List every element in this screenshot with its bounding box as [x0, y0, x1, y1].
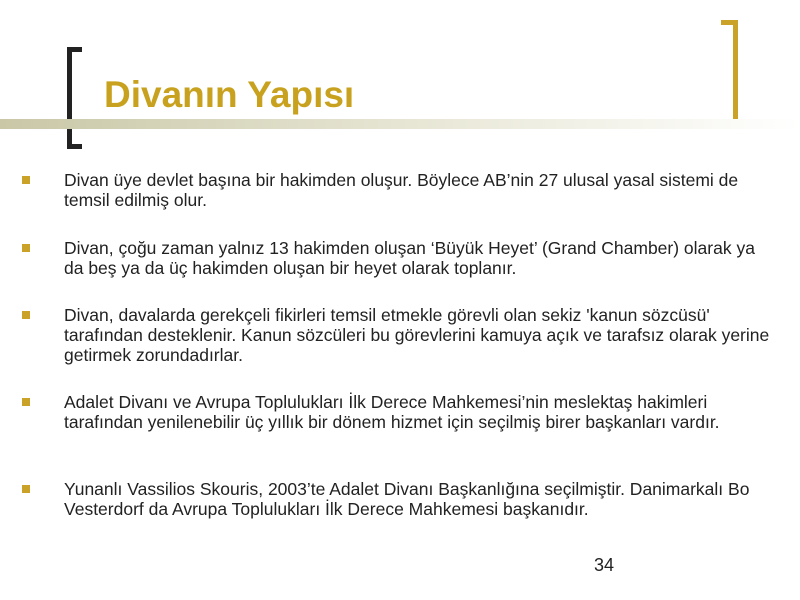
bullet-text: Yunanlı Vassilios Skouris, 2003’te Adalet Divanı Başkanlığına seçilmiştir. Danimarkalı Bo Vesterdorf da Avrupa Toplulukları İlk Derece Mahkemesi başkanıdır.: [64, 479, 750, 519]
bullet-text: Adalet Divanı ve Avrupa Toplulukları İlk Derece Mahkemesi’nin meslektaş hakimleri tarafından yenilenebilir üç yıllık bir dönem hizmet için seçilmiş birer başkanları vardır.: [64, 392, 720, 432]
bullet-text: Divan üye devlet başına bir hakimden oluşur. Böylece AB’nin 27 ulusal yasal sistemi de temsil edilmiş olur.: [64, 170, 739, 210]
square-bullet-icon: [22, 311, 30, 319]
bullet-item: [64, 392, 774, 432]
bullet-text: Divan, davalarda gerekçeli fikirleri temsil etmekle görevli olan sekiz 'kanun sözcüsü' tarafından desteklenir. Kanun sözcüleri bu görevlerini kamuya açık ve tarafsız olarak yerine getirmek zorundadırlar.: [64, 305, 770, 365]
page-number: 34: [594, 555, 615, 575]
bullet-item: [64, 305, 774, 365]
slide-title: Divanın Yapısı: [104, 74, 355, 115]
bullet-item: [64, 238, 774, 278]
square-bullet-icon: [22, 398, 30, 406]
bullet-item: [64, 170, 774, 210]
bullet-text: Divan, çoğu zaman yalnız 13 hakimden oluşan ‘Büyük Heyet’ (Grand Chamber) olarak ya da beş ya da üç hakimden oluşan bir heyet olarak toplanır.: [64, 238, 755, 278]
square-bullet-icon: [22, 176, 30, 184]
square-bullet-icon: [22, 244, 30, 252]
bullet-item: [64, 479, 774, 519]
square-bullet-icon: [22, 485, 30, 493]
